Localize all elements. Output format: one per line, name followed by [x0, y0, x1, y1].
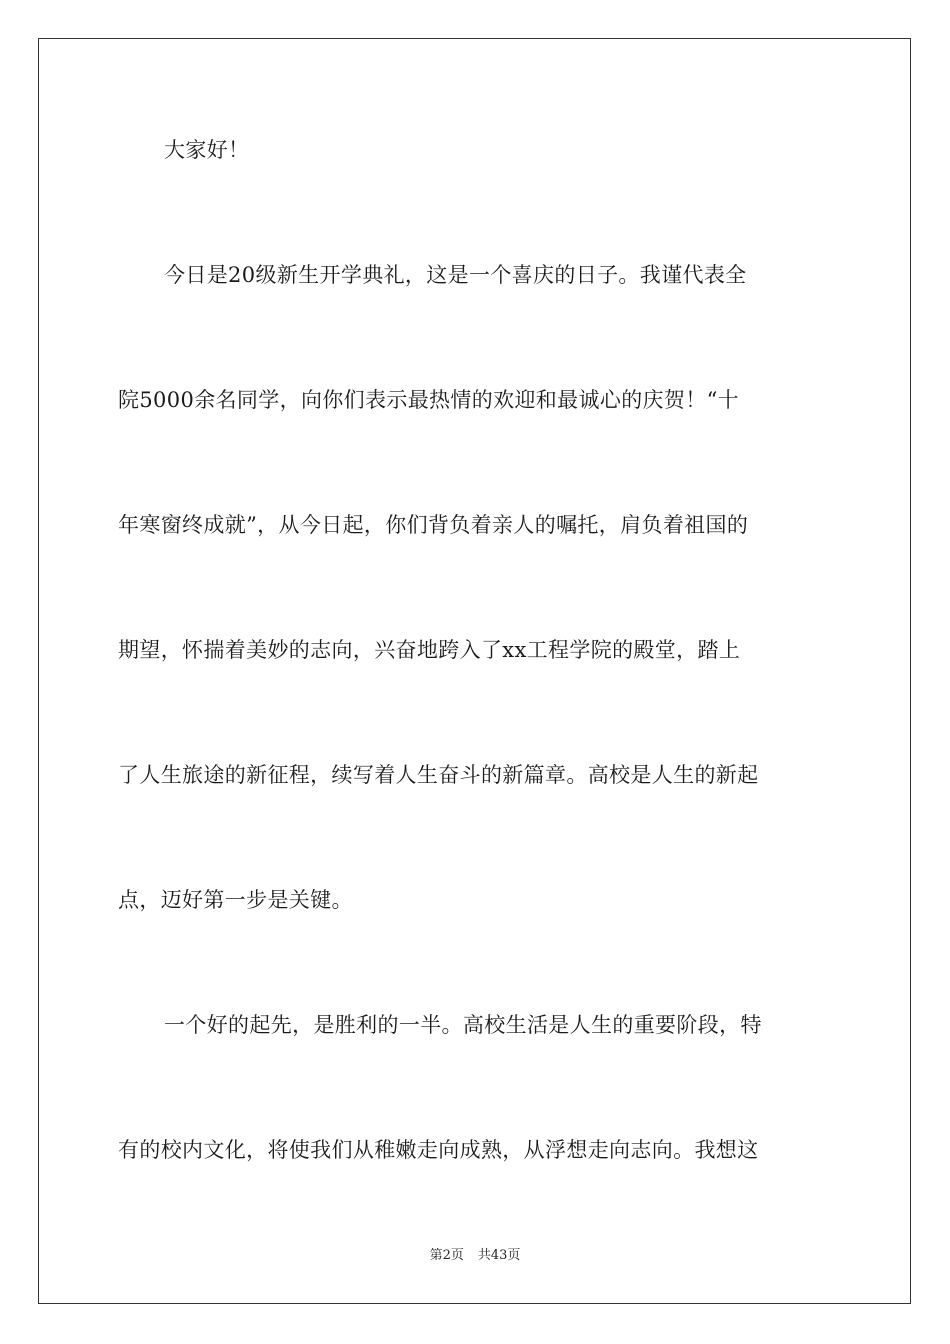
page-footer — [0, 1247, 950, 1265]
paragraph-line: 一个好的起先，是胜利的一半。高校生活是人生的重要阶段，特 — [164, 1013, 762, 1037]
paragraph-line: 年寒窗终成就”，从今日起，你们背负着亲人的嘱托，肩负着祖国的 — [118, 513, 749, 537]
page-number: 第2页 — [429, 1248, 464, 1263]
total-pages: 共43页 — [477, 1248, 521, 1263]
greeting-line: 大家好！ — [164, 138, 250, 162]
paragraph-line: 有的校内文化，将使我们从稚嫩走向成熟，从浮想走向志向。我想这 — [118, 1138, 759, 1162]
paragraph-line: 今日是20级新生开学典礼，这是一个喜庆的日子。我谨代表全 — [164, 263, 747, 287]
paragraph-line: 院5000余名同学，向你们表示最热情的欢迎和最诚心的庆贺！“十 — [118, 388, 740, 412]
page-border — [38, 38, 911, 1304]
paragraph-line: 了人生旅途的新征程，续写着人生奋斗的新篇章。高校是人生的新起 — [118, 763, 759, 787]
paragraph-line: 点，迈好第一步是关键。 — [118, 888, 353, 912]
paragraph-line: 期望，怀揣着美妙的志向，兴奋地跨入了xx工程学院的殿堂，踏上 — [118, 638, 741, 662]
